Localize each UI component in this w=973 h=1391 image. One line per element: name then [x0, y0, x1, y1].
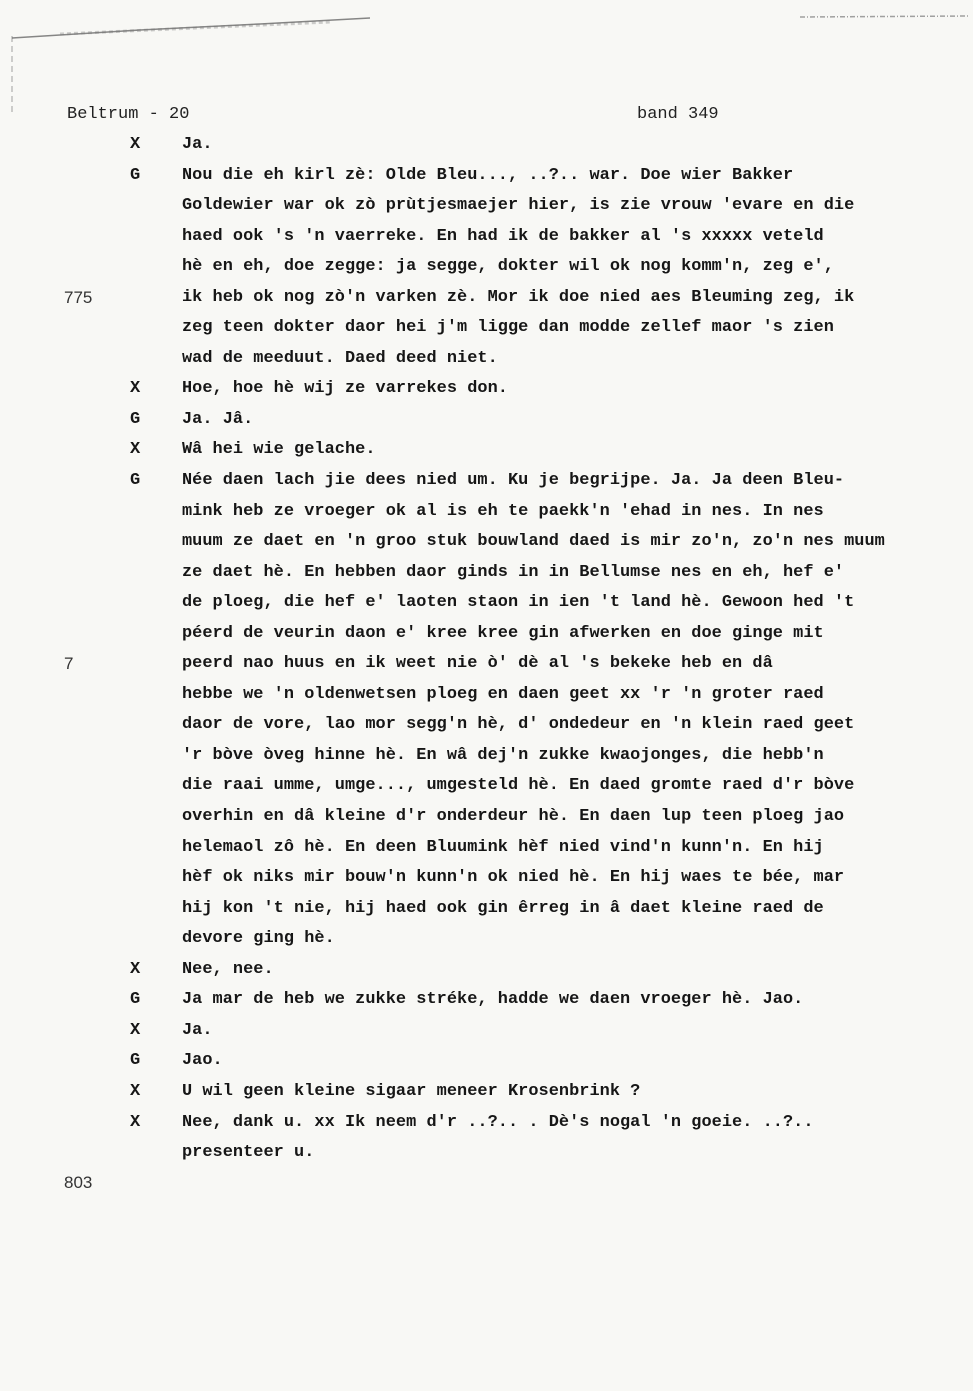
line-text: Hoe, hoe hè wij ze varrekes don. [182, 379, 508, 399]
transcript-line [0, 1138, 973, 1169]
transcript-line [0, 833, 973, 864]
line-text: Ja. Jâ. [182, 409, 254, 429]
speaker-label: X [130, 135, 141, 154]
line-text: haed ook 's 'n vaerreke. En had ik de bakker al 's xxxxx veteld [182, 226, 824, 246]
line-text: Wâ hei wie gelache. [182, 440, 376, 460]
line-text: de ploeg, die hef e' laoten staon in ien 't land hè. Gewoon hed 't [182, 593, 855, 613]
transcript-line [0, 344, 973, 375]
line-text: Jao. [182, 1051, 223, 1071]
line-text: Ja. [182, 1020, 213, 1040]
transcript-line [0, 924, 973, 955]
transcript-line [0, 222, 973, 253]
transcript-line [0, 588, 973, 619]
transcript-line [0, 405, 973, 436]
transcript-line [0, 1046, 973, 1077]
line-text: ik heb ok nog zò'n varken zè. Mor ik doe nied aes Bleuming zeg, ik [182, 287, 855, 307]
speaker-label: X [130, 379, 141, 399]
transcript-line [0, 191, 973, 222]
speaker-label: G [130, 471, 141, 491]
line-text: die raai umme, umge..., umgesteld hè. En daed gromte raed d'r bòve [182, 776, 855, 796]
line-text: ze daet hè. En hebben daor ginds in in Bellumse nes en eh, hef e' [182, 562, 845, 582]
transcript-line [0, 466, 973, 497]
transcript-line [0, 558, 973, 589]
band-number: band 349 [637, 105, 719, 124]
line-text: hèf ok niks mir bouw'n kunn'n ok nied hè. En hij waes te bée, mar [182, 868, 845, 888]
line-text: Nou die eh kirl zè: Olde Bleu..., ..?.. war. Doe wier Bakker [182, 165, 794, 185]
speaker-label: X [130, 959, 141, 979]
line-text: mink heb ze vroeger ok al is eh te paekk'n 'ehad in nes. In nes [182, 501, 824, 521]
transcript-line [0, 741, 973, 772]
line-text: Ja. [182, 135, 213, 154]
transcript-line [0, 985, 973, 1016]
transcript-line [0, 1077, 973, 1108]
speaker-label: G [130, 1051, 141, 1071]
transcript-line [0, 527, 973, 558]
line-text: overhin en dâ kleine d'r onderdeur hè. En daen lup teen ploeg jao [182, 807, 845, 827]
line-text: hebbe we 'n oldenwetsen ploeg en daen geet xx 'r 'n groter raed [182, 684, 824, 704]
transcript-line [0, 955, 973, 986]
transcript-line [0, 374, 973, 405]
line-text: Ja mar de heb we zukke stréke, hadde we daen vroeger hè. Jao. [182, 990, 804, 1010]
margin-counter-number: 7 [64, 654, 74, 674]
transcript-line [0, 252, 973, 283]
speaker-label: X [130, 440, 141, 460]
transcript-line [0, 313, 973, 344]
transcript-line [0, 802, 973, 833]
transcript-line [0, 649, 973, 680]
speaker-label: X [130, 1020, 141, 1040]
transcript-line [0, 710, 973, 741]
transcript-line [0, 161, 973, 192]
transcript-line [0, 1016, 973, 1047]
line-text: wad de meeduut. Daed deed niet. [182, 348, 498, 368]
line-text: 'r bòve òveg hinne hè. En wâ dej'n zukke kwaojonges, die hebb'n [182, 745, 824, 765]
line-text: U wil geen kleine sigaar meneer Krosenbrink ? [182, 1081, 641, 1101]
line-text: Nee, dank u. xx Ik neem d'r ..?.. . Dè's nogal 'n goeie. ..?.. [182, 1112, 814, 1132]
transcript-line [0, 497, 973, 528]
line-text: Nee, nee. [182, 959, 274, 979]
margin-counter-number: 775 [64, 287, 93, 307]
transcript-line [0, 771, 973, 802]
transcript-line [0, 894, 973, 925]
transcript-line [0, 283, 973, 314]
line-text: muum ze daet en 'n groo stuk bouwland daed is mir zo'n, zo'n nes muum [182, 532, 885, 552]
speaker-label: G [130, 165, 141, 185]
transcript-line [0, 1108, 973, 1139]
line-text: hij kon 't nie, hij haed ook gin êrreg in â daet kleine raed de [182, 898, 824, 918]
line-text: zeg teen dokter daor hei j'm ligge dan modde zellef maor 's zien [182, 318, 834, 338]
transcript-body [0, 130, 973, 1197]
line-text: daor de vore, lao mor segg'n hè, d' ondedeur en 'n klein raed geet [182, 715, 855, 735]
line-text: Goldewier war ok zò prùtjesmaejer hier, is zie vrouw 'evare en die [182, 196, 855, 216]
line-text: péerd de veurin daon e' kree kree gin afwerken en doe ginge mit [182, 623, 824, 643]
speaker-label: X [130, 1112, 141, 1132]
speaker-label: G [130, 409, 141, 429]
document-title: Beltrum - 20 [67, 105, 190, 124]
margin-counter-number: 803 [64, 1172, 93, 1192]
line-text: helemaol zô hè. En deen Bluumink hèf nied vind'n kunn'n. En hij [182, 837, 824, 857]
line-text: peerd nao huus en ik weet nie ò' dè al 's bekeke heb en dâ [182, 654, 773, 674]
line-text: devore ging hè. [182, 929, 335, 949]
speaker-label: X [130, 1081, 141, 1101]
transcript-line [0, 680, 973, 711]
transcript-line [0, 619, 973, 650]
transcript-line [0, 1169, 973, 1197]
transcript-line [0, 863, 973, 894]
line-text: Née daen lach jie dees nied um. Ku je begrijpe. Ja. Ja deen Bleu- [182, 471, 845, 491]
line-text: hè en eh, doe zegge: ja segge, dokter wil ok nog komm'n, zeg e', [182, 257, 834, 277]
transcript-line [0, 130, 973, 161]
speaker-label: G [130, 990, 141, 1010]
transcript-line [0, 435, 973, 466]
line-text: presenteer u. [182, 1143, 315, 1163]
